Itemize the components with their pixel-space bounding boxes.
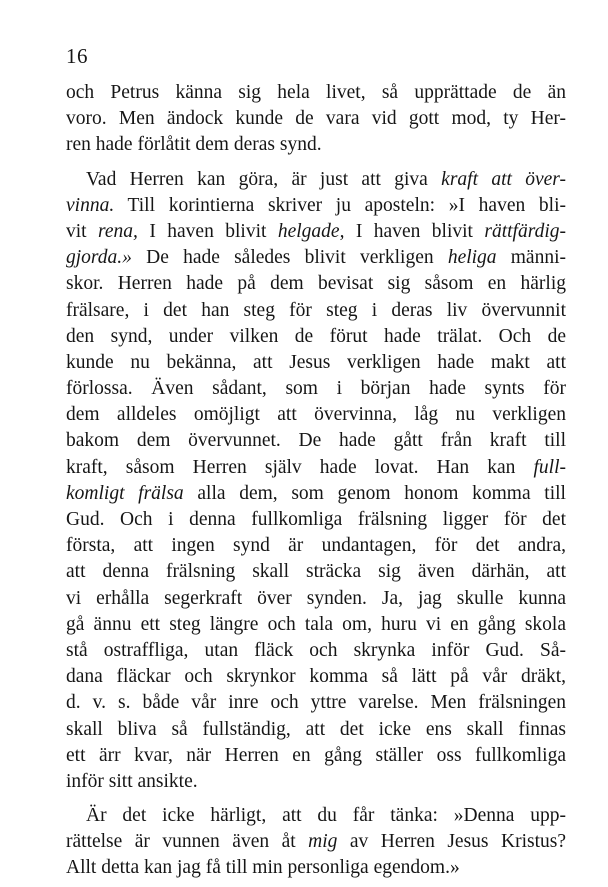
text-run: Allt detta kan jag få till min personliga egendom.»	[66, 857, 460, 879]
text-run: ett ärr kvar, när Herren en gång ställer oss fullkomliga	[66, 744, 566, 766]
text-run: männi-	[496, 247, 566, 269]
text-line	[66, 803, 566, 829]
text-run: Till korintierna skriver ju aposteln: »I haven bli-	[114, 194, 566, 216]
text-run: I haven blivit	[344, 220, 485, 242]
book-page	[66, 44, 566, 882]
text-line	[66, 481, 566, 507]
text-line	[66, 533, 566, 559]
text-line	[66, 612, 566, 638]
text-line	[66, 298, 566, 324]
italic-emphasis: rättfärdig-	[484, 220, 566, 242]
text-run: I haven blivit	[137, 220, 278, 242]
text-run: vi erhålla segerkraft över synden. Ja, jag skulle kunna	[66, 587, 566, 609]
text-run: Är det icke härligt, att du får tänka: »Denna upp-	[86, 805, 566, 827]
text-line	[66, 376, 566, 402]
italic-emphasis: heliga	[447, 247, 497, 269]
text-run: De hade således blivit verkligen	[131, 247, 448, 269]
page-number: 16	[66, 44, 88, 68]
text-run: av Herren Jesus Kristus?	[337, 831, 566, 853]
text-line	[66, 167, 566, 193]
italic-emphasis: mig	[308, 831, 338, 853]
paragraph-gap	[66, 795, 566, 803]
text-run: Vad Herren kan göra, är just att giva	[86, 168, 442, 190]
paragraph	[66, 80, 566, 159]
body-text	[66, 80, 566, 882]
text-run: bakom dem övervunnet. De hade gått från kraft till	[66, 430, 566, 452]
paragraph-gap	[66, 159, 566, 167]
paragraph	[66, 803, 566, 882]
text-line	[66, 402, 566, 428]
text-line	[66, 769, 566, 795]
text-run: d. v. s. både vår inre och yttre varelse. Men frälsningen	[66, 692, 566, 714]
text-line	[66, 855, 566, 881]
text-run: inför sitt ansikte.	[66, 770, 198, 792]
italic-emphasis: kraft att över-	[441, 168, 566, 190]
text-line	[66, 106, 566, 132]
text-run: stå ostraffliga, utan fläck och skrynka inför Gud. Så-	[66, 639, 566, 661]
text-run: den synd, under vilken de förut hade trälat. Och de	[66, 325, 566, 347]
text-line	[66, 717, 566, 743]
text-run: rättelse är vunnen även åt	[66, 831, 309, 853]
text-run: skor. Herren hade på dem bevisat sig såsom en härlig	[66, 273, 566, 295]
text-line	[66, 350, 566, 376]
italic-emphasis: vinna.	[66, 194, 115, 216]
italic-emphasis: komligt frälsa	[66, 482, 184, 504]
text-run: dem alldeles omöjligt att övervinna, låg nu verkligen	[66, 404, 566, 426]
text-run: kunde nu bekänna, att Jesus verkligen hade makt att	[66, 351, 566, 373]
text-line	[66, 80, 566, 106]
text-line	[66, 638, 566, 664]
italic-emphasis: full-	[533, 456, 566, 478]
text-line	[66, 324, 566, 350]
text-line	[66, 690, 566, 716]
text-run: kraft, såsom Herren själv hade lovat. Han kan	[66, 456, 534, 478]
text-run: frälsare, i det han steg för steg i deras liv övervunnit	[66, 299, 566, 321]
text-run: voro. Men ändock kunde de vara vid gott mod, ty Her-	[66, 108, 566, 130]
text-run: vit	[66, 220, 99, 242]
text-line	[66, 559, 566, 585]
text-line	[66, 132, 566, 158]
text-run: att denna frälsning skall sträcka sig även därhän, att	[66, 561, 566, 583]
italic-emphasis: gjorda.»	[66, 247, 132, 269]
text-line	[66, 586, 566, 612]
text-run: alla dem, som genom honom komma till	[183, 482, 566, 504]
text-run: och Petrus känna sig hela livet, så upprättade de än	[66, 82, 566, 103]
text-run: första, att ingen synd är undantagen, för det andra,	[66, 535, 566, 557]
text-line	[66, 455, 566, 481]
text-run: skall bliva så fullständig, att det icke ens skall finnas	[66, 718, 566, 740]
text-run: förlossa. Även sådant, som i början hade synts för	[66, 378, 566, 400]
italic-emphasis: rena,	[98, 220, 138, 242]
text-line	[66, 428, 566, 454]
text-run: ren hade förlåtit dem deras synd.	[66, 134, 322, 156]
text-line	[66, 664, 566, 690]
text-line	[66, 193, 566, 219]
text-line	[66, 743, 566, 769]
text-run: gå ännu ett steg längre och tala om, huru vi en gång skola	[66, 613, 566, 635]
text-line	[66, 245, 566, 271]
text-line	[66, 271, 566, 297]
text-line	[66, 219, 566, 245]
text-run: Gud. Och i denna fullkomliga frälsning ligger för det	[66, 509, 566, 530]
italic-emphasis: helgade,	[277, 220, 345, 242]
text-run: dana fläckar och skrynkor komma så lätt på vår dräkt,	[66, 666, 566, 688]
paragraph	[66, 167, 566, 796]
text-line	[66, 829, 566, 855]
text-line	[66, 507, 566, 533]
